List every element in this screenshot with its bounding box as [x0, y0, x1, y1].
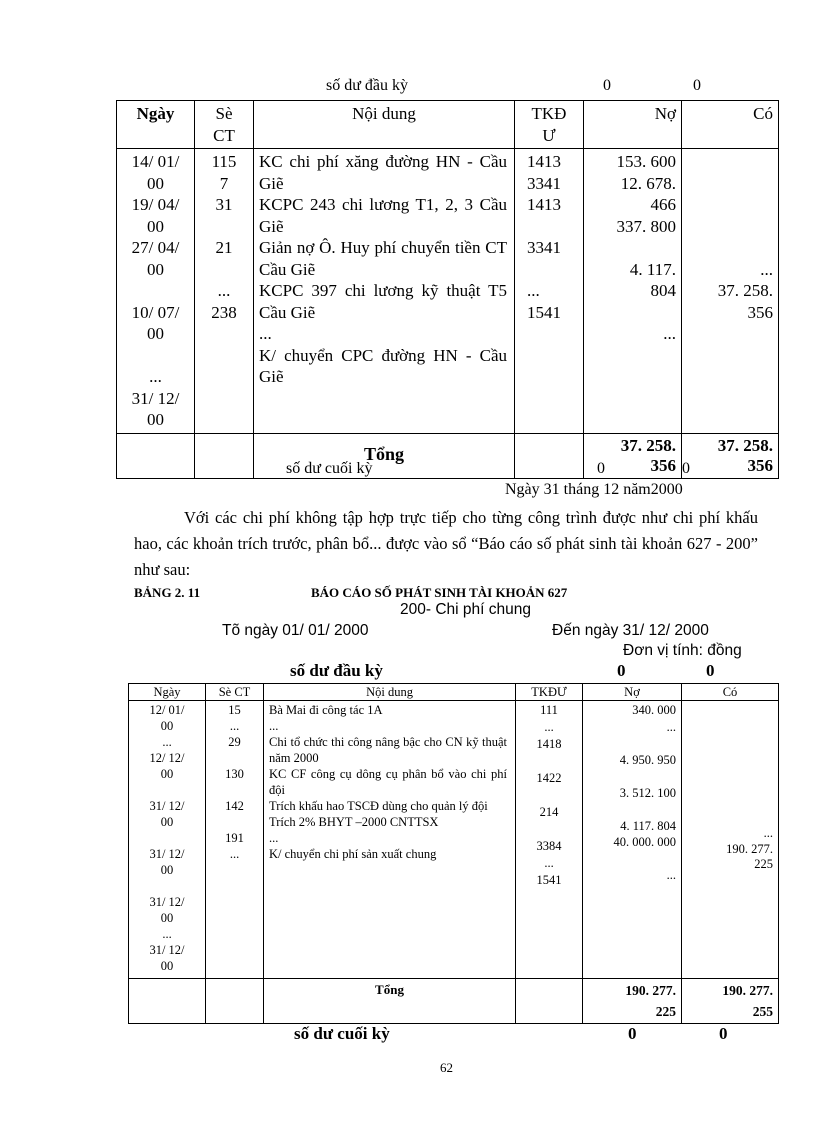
total-label: Tổng	[254, 433, 515, 478]
table1-closing-no: 0	[597, 460, 605, 477]
header-co: Có	[682, 101, 779, 149]
table-number: BẢNG 2. 11	[134, 585, 201, 600]
report-subtitle: 200- Chi phí chung	[400, 601, 531, 618]
ledger-table-1	[116, 100, 779, 479]
table2-closing-co: 0	[719, 1024, 728, 1043]
header-ngay: Ngày	[129, 684, 206, 701]
cell-noi-dung: KC chi phí xăng đường HN - Cầu Giẽ KCPC 243 chi lương T1, 2, 3 Cầu Giẽ Giản nợ Ô. Huy phí chuyển tiền CT Cầu Giẽ KCPC 397 chi lương kỹ thuật T5 Cầu Giẽ ... K/ chuyển CPC đường HN - Cầu Giẽ	[254, 149, 515, 434]
cell-tkdu: 111 ... 1418 1422 214 3384 ... 1541	[516, 701, 583, 979]
header-se-ct: Sè CT	[195, 101, 254, 149]
cell-co: ... 190. 277. 225	[682, 701, 779, 979]
body-paragraph: Với các chi phí không tập hợp trực tiếp cho từng công trình được như chi phí khấu hao, các khoản trích trước, phân bổ... được vào sổ “Báo cáo số phát sinh tài khoản 627 - 200” như sau:	[134, 508, 758, 579]
table2-closing-no: 0	[628, 1024, 637, 1043]
total-co: 37. 258. 356	[682, 433, 779, 478]
total-label: Tổng	[264, 979, 516, 1024]
cell-se-ct: 115 7 31 21 ... 238	[195, 149, 254, 434]
total-no: 190. 277. 225	[583, 979, 682, 1024]
table1-closing-co: 0	[682, 460, 690, 477]
header-co: Có	[682, 684, 779, 701]
table-row	[117, 149, 779, 434]
total-row	[117, 433, 779, 478]
header-tkdu: TKĐƯ	[516, 684, 583, 701]
table2-opening-label: số dư đầu kỳ	[290, 661, 383, 680]
total-row	[129, 979, 779, 1024]
signature-date: Ngày 31 tháng 12 năm2000	[505, 481, 683, 498]
header-se-ct: Sè CT	[206, 684, 264, 701]
cell-co: ... 37. 258. 356	[682, 149, 779, 434]
table2-closing-label: số dư cuối kỳ	[294, 1024, 390, 1043]
table1-closing-label: số dư cuối kỳ	[286, 460, 373, 477]
table2-opening-no: 0	[617, 661, 626, 680]
unit-label: Đơn vị tính: đồng	[623, 642, 742, 659]
from-date: Tõ ngày 01/ 01/ 2000	[222, 622, 369, 639]
header-no: Nợ	[583, 684, 682, 701]
total-no: 37. 258. 356	[584, 433, 682, 478]
ledger-table-2	[128, 683, 779, 1024]
table1-opening-no: 0	[603, 77, 611, 94]
cell-noi-dung: Bà Mai đi công tác 1A ... Chi tổ chức thi công nâng bậc cho CN kỹ thuật năm 2000 KC CF công cụ dông cụ phân bổ vào chi phí đội Trích khấu hao TSCĐ dùng cho quản lý đội Trích 2% BHYT –2000 CNTTSX ... K/ chuyển chi phí sản xuất chung	[264, 701, 516, 979]
header-ngay: Ngày	[117, 101, 195, 149]
table1-opening-label: số dư đầu kỳ	[326, 77, 408, 94]
cell-no: 153. 600 12. 678. 466 337. 800 4. 117. 804 ...	[584, 149, 682, 434]
table1-opening-co: 0	[693, 77, 701, 94]
header-noi-dung: Nội dung	[254, 101, 515, 149]
to-date: Đến ngày 31/ 12/ 2000	[552, 622, 709, 639]
report-title: BÁO CÁO SỐ PHÁT SINH TÀI KHOẢN 627	[311, 585, 568, 600]
table-row	[129, 701, 779, 979]
header-tkdu: TKĐ Ư	[515, 101, 584, 149]
total-co: 190. 277. 255	[682, 979, 779, 1024]
header-noi-dung: Nội dung	[264, 684, 516, 701]
header-no: Nợ	[584, 101, 682, 149]
cell-ngay: 12/ 01/ 00 ... 12/ 12/ 00 31/ 12/ 00 31/ 12/ 00 31/ 12/ 00 ... 31/ 12/ 00	[129, 701, 206, 979]
cell-tkdu: 1413 3341 1413 3341 ... 1541	[515, 149, 584, 434]
table2-opening-co: 0	[706, 661, 715, 680]
cell-se-ct: 15 ... 29 130 142 191 ...	[206, 701, 264, 979]
page-number: 62	[440, 1060, 453, 1075]
cell-ngay: 14/ 01/ 00 19/ 04/ 00 27/ 04/ 00 10/ 07/ 00 ... 31/ 12/ 00	[117, 149, 195, 434]
cell-no: 340. 000 ... 4. 950. 950 3. 512. 100 4. 117. 804 40. 000. 000 ...	[583, 701, 682, 979]
